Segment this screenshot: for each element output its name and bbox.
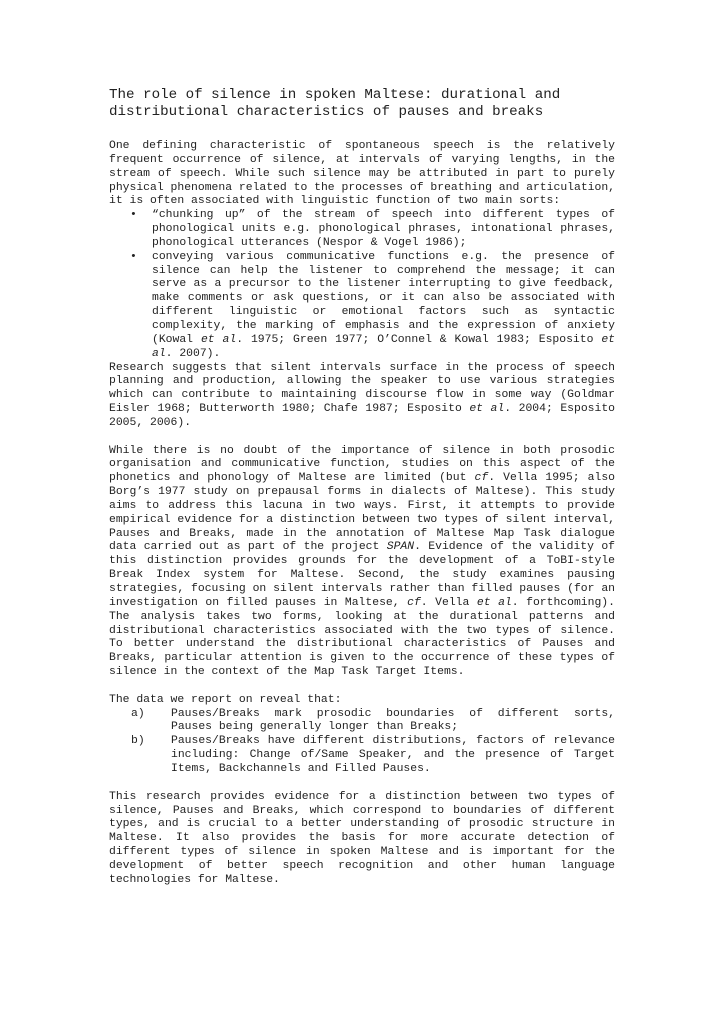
list-item bbox=[131, 735, 615, 777]
list-item bbox=[131, 707, 615, 736]
list-marker: a) bbox=[131, 707, 145, 720]
paragraph-gap bbox=[109, 431, 615, 445]
findings-list bbox=[109, 708, 615, 777]
citation-italic: et al bbox=[152, 333, 615, 360]
citation-italic: et al bbox=[476, 596, 512, 609]
function-list bbox=[109, 209, 615, 361]
text-run: . Vella bbox=[420, 596, 477, 609]
document-page bbox=[109, 87, 615, 888]
bullet-icon: • bbox=[130, 209, 137, 222]
document-title: The role of silence in spoken Maltese: durational and distributional characteristics of pauses and breaks bbox=[109, 87, 561, 120]
citation-italic: et al bbox=[200, 333, 237, 346]
conclusion-paragraph: This research provides evidence for a distinction between two types of silence, Pauses and Breaks, which correspond to boundaries of different types, and is crucial to a better understanding of prosodic structure in Maltese. It also provides the basis for more accurate detection of different types of silence in spoken Maltese and is important for the development of better speech recognition and other human language technologies for Maltese. bbox=[109, 790, 615, 886]
bullet-text-part: conveying various communicative functions e.g. the presence of silence can help the listener to comprehend the message; it can serve as a precursor to the listener interrupting to give feedback, make comments or ask questions, or it can also be associated with different linguistic or emotional factors such as syntactic complexity, the marking of emphasis and the expression of anxiety (Kowal bbox=[152, 250, 615, 346]
text-run: While there is no doubt of the importance of silence in both prosodic organisation and communicative function, studies on this aspect of the phonetics and phonology of Maltese are limited (but bbox=[109, 444, 615, 485]
document-body bbox=[109, 140, 615, 888]
list-item bbox=[130, 209, 615, 251]
text-run: . forthcoming). The analysis takes two forms, looking at the durational patterns and distributional characteristics associated with the two types of silence. To better understand the distributional characteristics of Pauses and Breaks, particular attention is given to the occurrence of these types of silence in the context of the Map Task Target Items. bbox=[109, 596, 615, 679]
finding-text: Pauses/Breaks have different distributions, factors of relevance including: Change of/Same Speaker, and the presence of Target Items, Backchannels and Filled Pauses. bbox=[171, 735, 615, 775]
list-item bbox=[130, 250, 615, 362]
bullet-text-chunking: “chunking up” of the stream of speech into different types of phonological units e.g. phonological phrases, intonational phrases, phonological utterances (Nespor & Vogel 1986); bbox=[152, 209, 615, 249]
text-run: Research suggests that silent intervals surface in the process of speech planning and production, allowing the speaker to use various strategies which can contribute to maintaining discourse flow in some way (Goldmar Eisler 1968; Butterworth 1980; Chafe 1987; Esposito bbox=[109, 361, 615, 416]
abbrev-italic: cf bbox=[474, 472, 489, 485]
research-paragraph bbox=[109, 362, 615, 431]
paragraph-gap bbox=[109, 680, 615, 694]
text-run: . Vella 1995; also Borg’s 1977 study on prepausal forms in dialects of Maltese). This study aims to address this lacuna in two ways. First, it attempts to provide empirical evidence for a distinction between two types of silent interval, Pauses and Breaks, made in the annotation of Maltese Map Task dialogue data carried out as part of the project bbox=[109, 472, 615, 554]
study-paragraph bbox=[109, 445, 615, 680]
citation-italic: et al bbox=[469, 403, 505, 416]
list-marker: b) bbox=[131, 735, 145, 748]
paragraph-gap bbox=[109, 777, 615, 791]
findings-intro: The data we report on reveal that: bbox=[109, 693, 342, 706]
project-name-italic: SPAN bbox=[386, 541, 415, 554]
intro-paragraph: One defining characteristic of spontaneous speech is the relatively frequent occurrence of silence, at intervals of varying lengths, in the stream of speech. While such silence may be attributed in part to purely physical phenomena related to the processes of breathing and articulation, it is often associated with linguistic function of two main sorts: bbox=[109, 140, 615, 208]
finding-text: Pauses/Breaks mark prosodic boundaries of different sorts, Pauses being generally longer than Breaks; bbox=[171, 707, 615, 734]
bullet-text-part: . 2007). bbox=[165, 347, 221, 360]
bullet-text-part: . 1975; Green 1977; O’Connel & Kowal 1983; Esposito bbox=[236, 333, 602, 346]
abbrev-italic: cf bbox=[407, 596, 421, 609]
text-run: . Evidence of the validity of this distinction provides grounds for the development of a ToBI-style Break Index system for Maltese. Second, the study examines pausing strategies, focusing on silent intervals rather than filled pauses (for an investigation on filled pauses in Maltese, bbox=[109, 541, 615, 609]
text-run: . 2004; Esposito 2005, 2006). bbox=[109, 403, 615, 429]
bullet-icon: • bbox=[130, 250, 137, 263]
